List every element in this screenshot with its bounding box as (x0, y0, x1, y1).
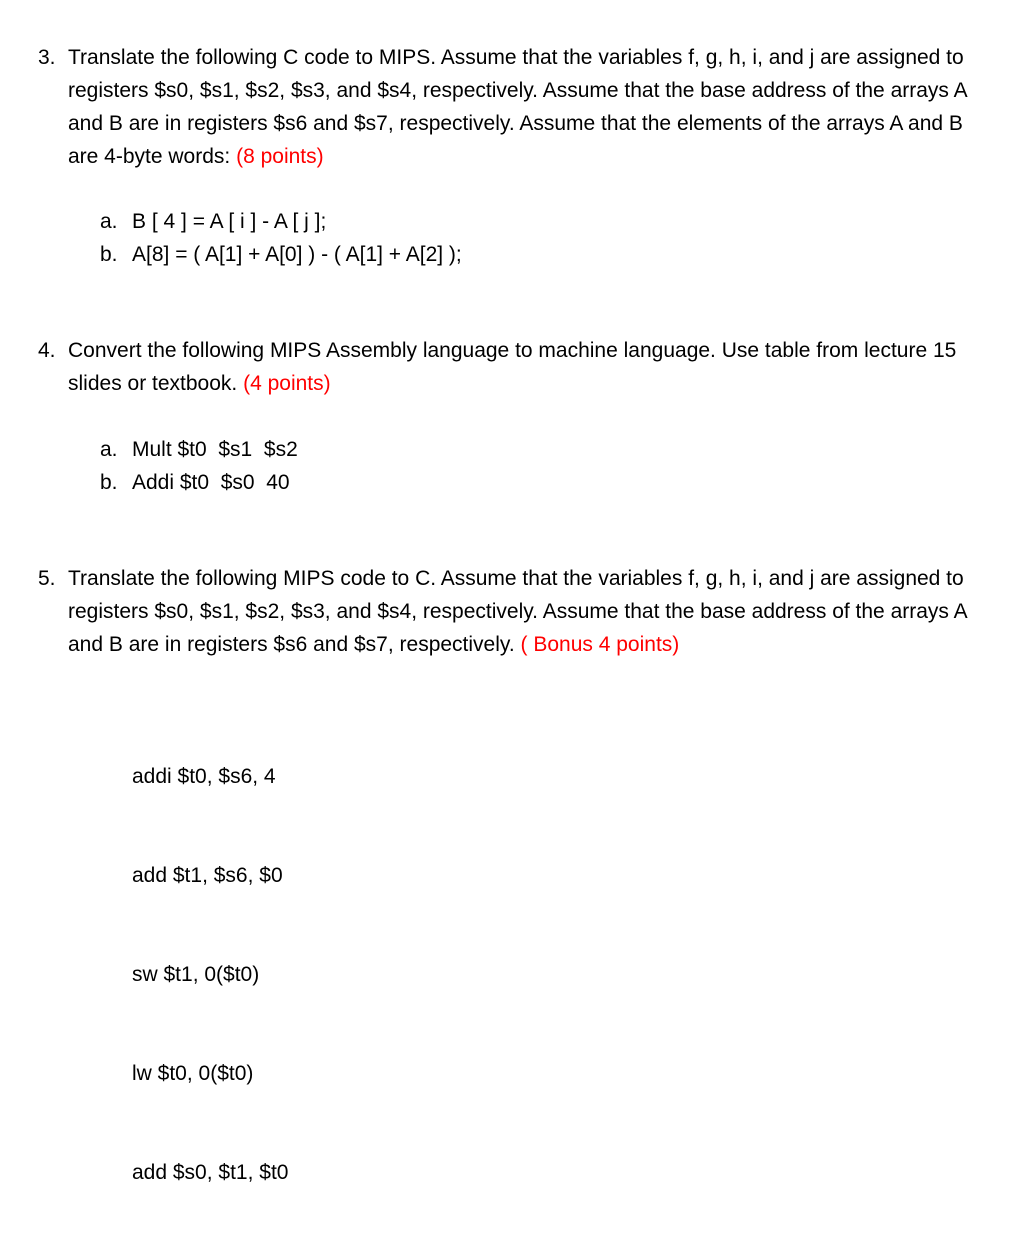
mips-code-block (132, 694, 288, 1255)
question-4-points: (4 points) (243, 372, 331, 395)
item-text: Mult $t0 $s1 $s2 (132, 438, 298, 461)
item-marker: b. (100, 243, 118, 266)
question-4-number: 4. (38, 339, 56, 362)
code-line: sw $t1, 0($t0) (132, 963, 260, 986)
question-4-text: Convert the following MIPS Assembly language to machine language. Use table from lecture 15 slides or textbook. (68, 339, 957, 395)
question-3-body (68, 41, 998, 173)
question-4-body (68, 334, 998, 400)
question-4-items (100, 433, 298, 499)
list-item (100, 433, 298, 466)
item-marker: a. (100, 210, 118, 233)
question-5-text: Translate the following MIPS code to C. Assume that the variables f, g, h, i, and j are assigned to registers $s0, $s1, $s2, $s3, and $s4, respectively. Assume that the base address of the arrays A and B are in registers $s6 and $s7, respectively. (68, 567, 967, 656)
question-5 (38, 562, 998, 661)
code-line: lw $t0, 0($t0) (132, 1062, 254, 1085)
question-5-body (68, 562, 998, 661)
code-line: addi $t0, $s6, 4 (132, 765, 276, 788)
item-text: Addi $t0 $s0 40 (132, 471, 290, 494)
list-item (100, 238, 462, 271)
question-4 (38, 334, 998, 400)
question-3 (38, 41, 998, 173)
code-line: add $s0, $t1, $t0 (132, 1161, 289, 1184)
question-5-number: 5. (38, 567, 56, 590)
item-marker: b. (100, 471, 118, 494)
list-item (100, 466, 298, 499)
item-text: B [ 4 ] = A [ i ] - A [ j ]; (132, 210, 327, 233)
item-marker: a. (100, 438, 118, 461)
question-3-items (100, 205, 462, 271)
item-text: A[8] = ( A[1] + A[0] ) - ( A[1] + A[2] ); (132, 243, 462, 266)
question-3-points: (8 points) (236, 145, 324, 168)
list-item (100, 205, 462, 238)
question-5-points: ( Bonus 4 points) (520, 633, 680, 656)
question-3-number: 3. (38, 46, 56, 69)
question-3-text: Translate the following C code to MIPS. Assume that the variables f, g, h, i, and j are assigned to registers $s0, $s1, $s2, $s3, and $s4, respectively. Assume that the base address of the arrays A and B are in registers $s6 and $s7, respectively. Assume that the elements of the arrays A and B are 4-byte words: (68, 46, 967, 168)
code-line: add $t1, $s6, $0 (132, 864, 283, 887)
